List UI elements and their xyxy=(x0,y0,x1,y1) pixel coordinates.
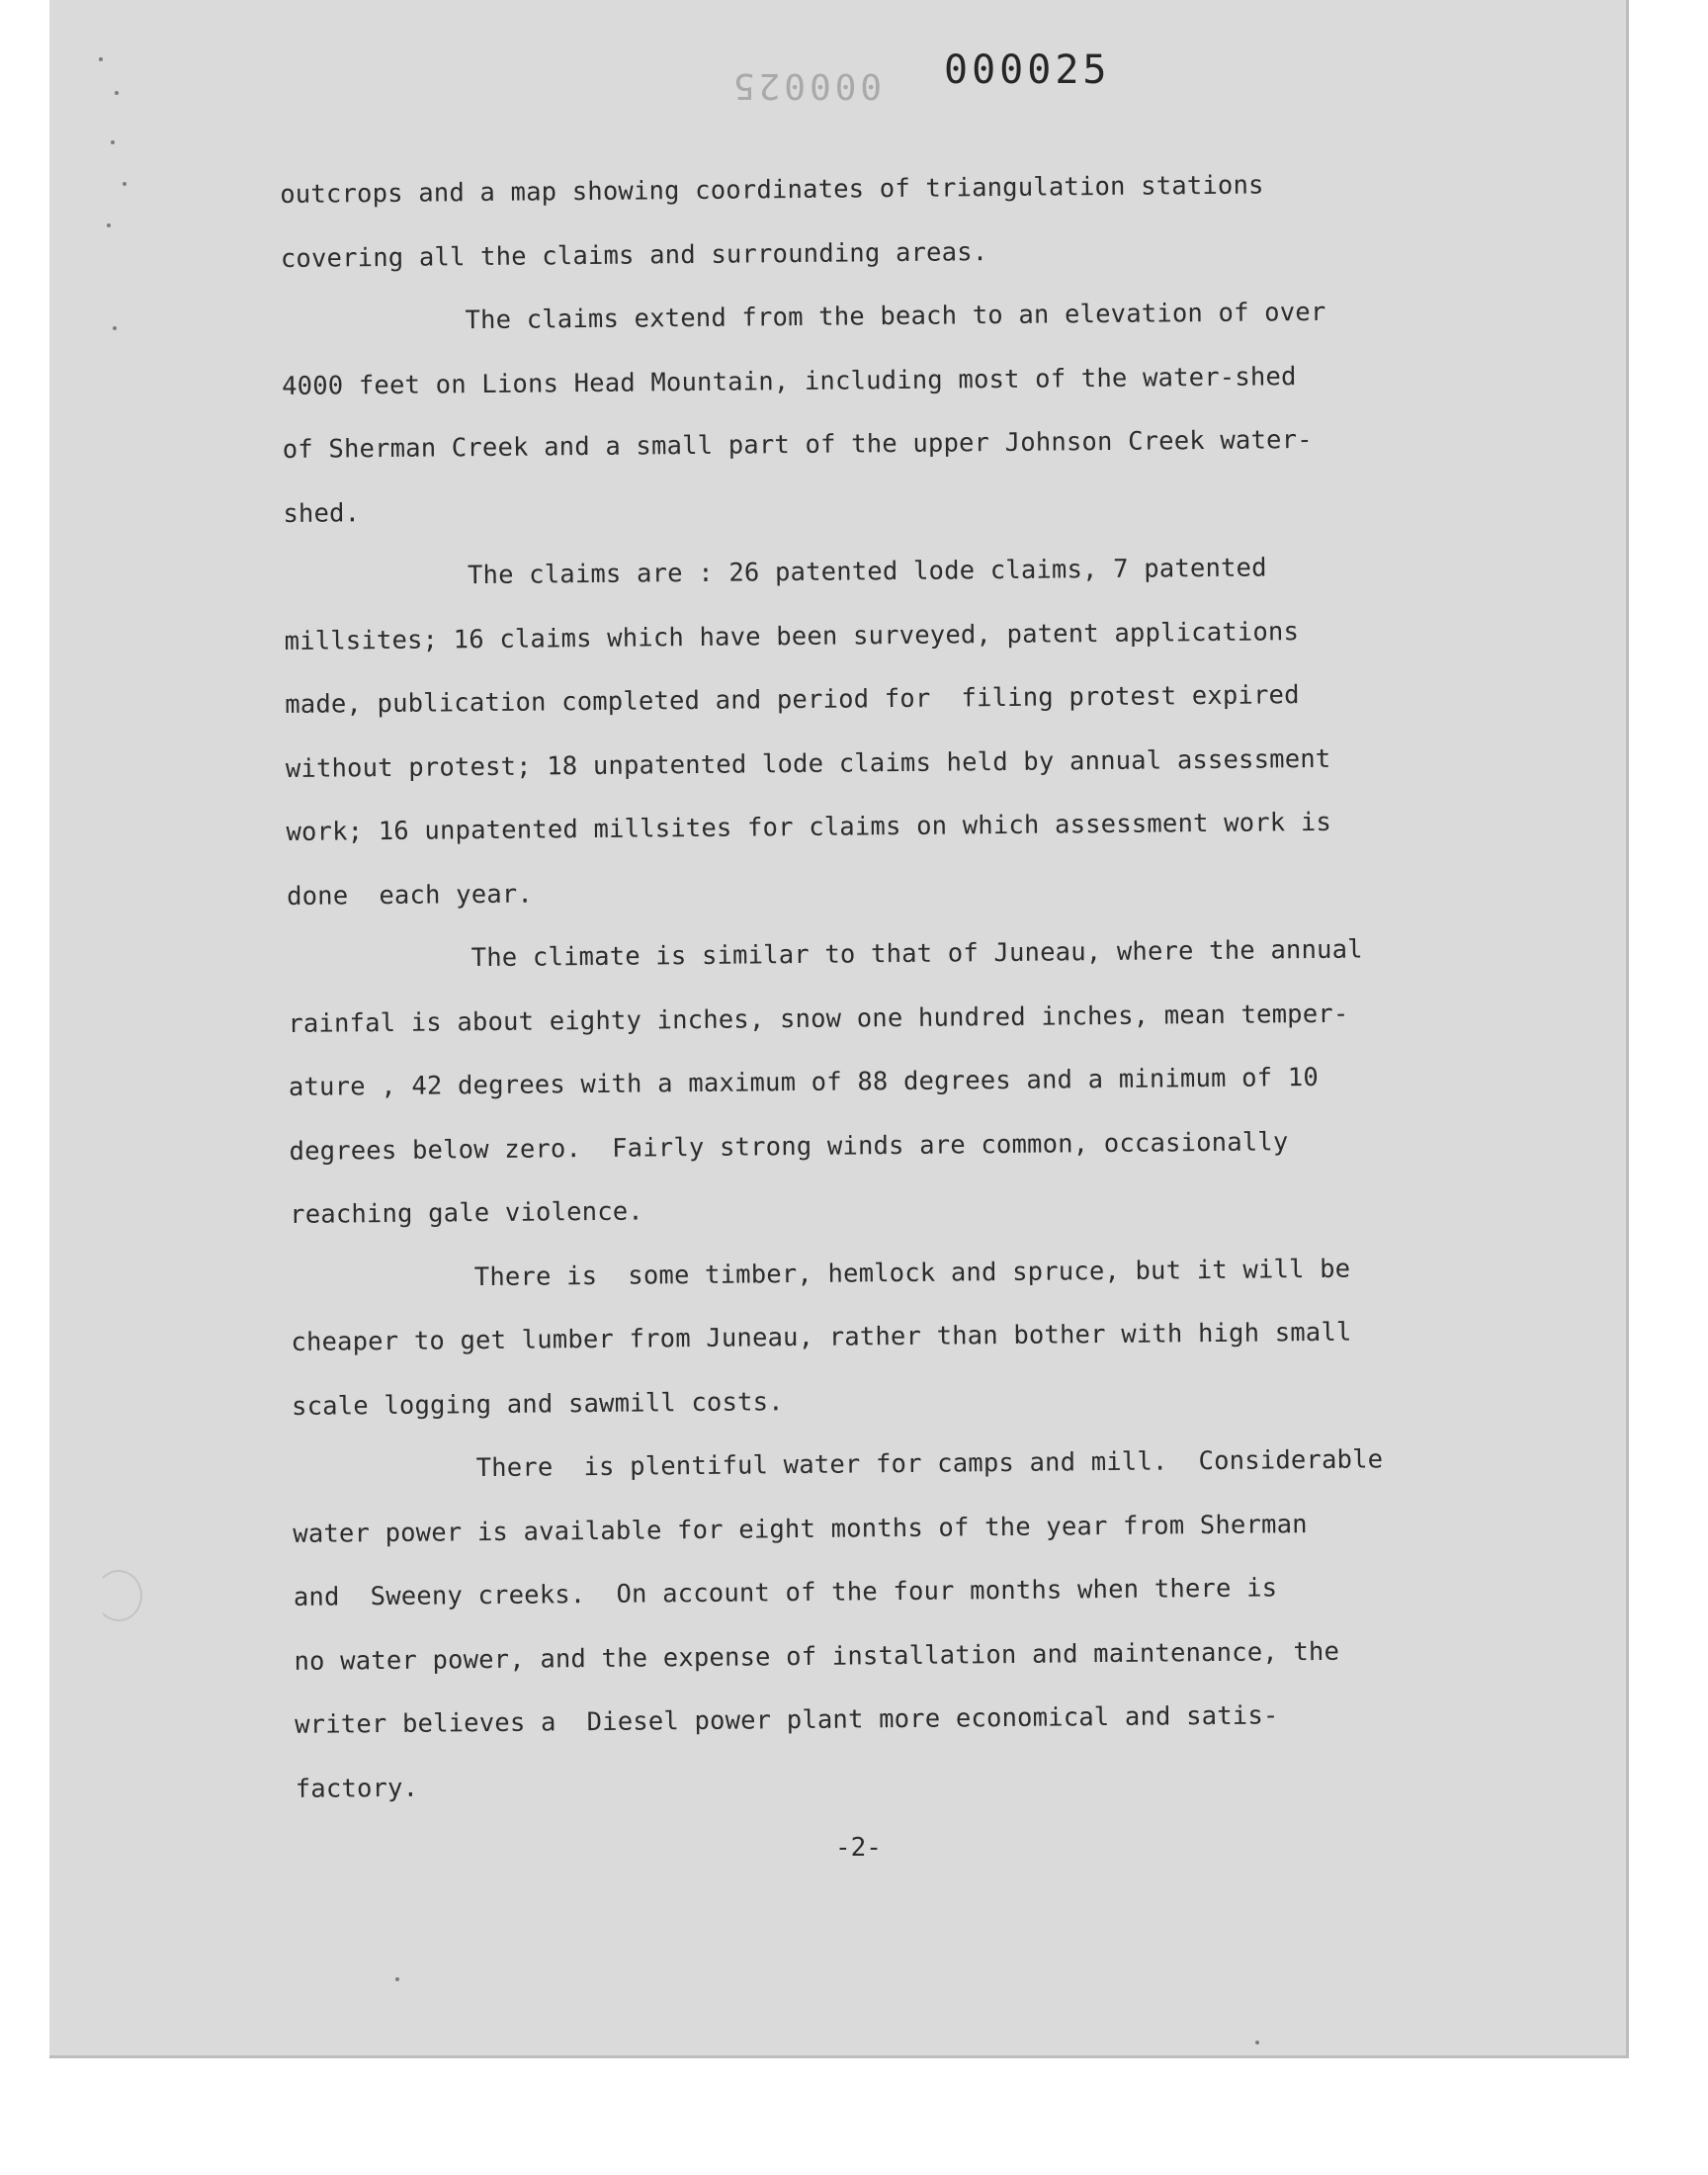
bleed-through-stamp: 000025 xyxy=(729,65,883,106)
text-line: shed. xyxy=(283,497,361,529)
text-line: millsites; 16 claims which have been surveyed, patent applications xyxy=(284,616,1300,656)
document-number-stamp: 000025 xyxy=(944,47,1111,93)
speck xyxy=(1255,2041,1259,2044)
text-line: scale logging and sawmill costs. xyxy=(291,1386,784,1422)
speck xyxy=(99,57,103,61)
speck xyxy=(111,140,115,144)
text-line: There is some timber, hemlock and spruce, but it will be xyxy=(473,1254,1351,1292)
speck xyxy=(395,1977,399,1981)
text-line: reaching gale violence. xyxy=(290,1196,644,1230)
speck xyxy=(115,91,119,95)
document-body xyxy=(280,151,1501,1821)
text-line: The climate is similar to that of Juneau, where the annual xyxy=(470,934,1363,974)
text-line: ature , 42 degrees with a maximum of 88 degrees and a minimum of 10 xyxy=(288,1062,1320,1102)
text-line: work; 16 unpatented millsites for claims on which assessment work is xyxy=(286,807,1332,847)
text-line: writer believes a Diesel power plant more economical and satis- xyxy=(295,1700,1279,1740)
text-line: rainfal is about eighty inches, snow one hundred inches, mean temper- xyxy=(288,999,1349,1039)
text-line: outcrops and a map showing coordinates of triangulation stations xyxy=(280,170,1264,210)
text-line: without protest; 18 unpatented lode claims held by annual assessment xyxy=(285,743,1331,784)
speck xyxy=(113,326,117,330)
speck xyxy=(123,182,127,186)
text-line: factory. xyxy=(295,1773,419,1804)
text-line: made, publication completed and period for filing protest expired xyxy=(285,680,1300,720)
text-line: no water power, and the expense of installation and maintenance, the xyxy=(294,1636,1340,1677)
text-line: and Sweeny creeks. On account of the four months when there is xyxy=(293,1573,1278,1612)
punch-hole-mark xyxy=(95,1570,142,1621)
text-line: The claims are : 26 patented lode claims, 7 patented xyxy=(467,553,1267,591)
text-line: covering all the claims and surrounding areas. xyxy=(280,236,988,274)
text-line: There is plentiful water for camps and mill. Considerable xyxy=(475,1444,1384,1484)
page-number: -2- xyxy=(835,1833,882,1863)
text-line: water power is available for eight months of the year from Sherman xyxy=(293,1509,1308,1549)
text-line: done each year. xyxy=(286,879,534,912)
speck xyxy=(107,223,111,227)
text-line: of Sherman Creek and a small part of the upper Johnson Creek water- xyxy=(282,424,1313,465)
text-line: 4000 feet on Lions Head Mountain, including most of the water-shed xyxy=(282,361,1297,401)
text-line: cheaper to get lumber from Juneau, rather than bother with high small xyxy=(291,1317,1352,1357)
text-line: degrees below zero. Fairly strong winds are common, occasionally xyxy=(289,1126,1289,1167)
text-line: The claims extend from the beach to an elevation of over xyxy=(465,297,1326,336)
